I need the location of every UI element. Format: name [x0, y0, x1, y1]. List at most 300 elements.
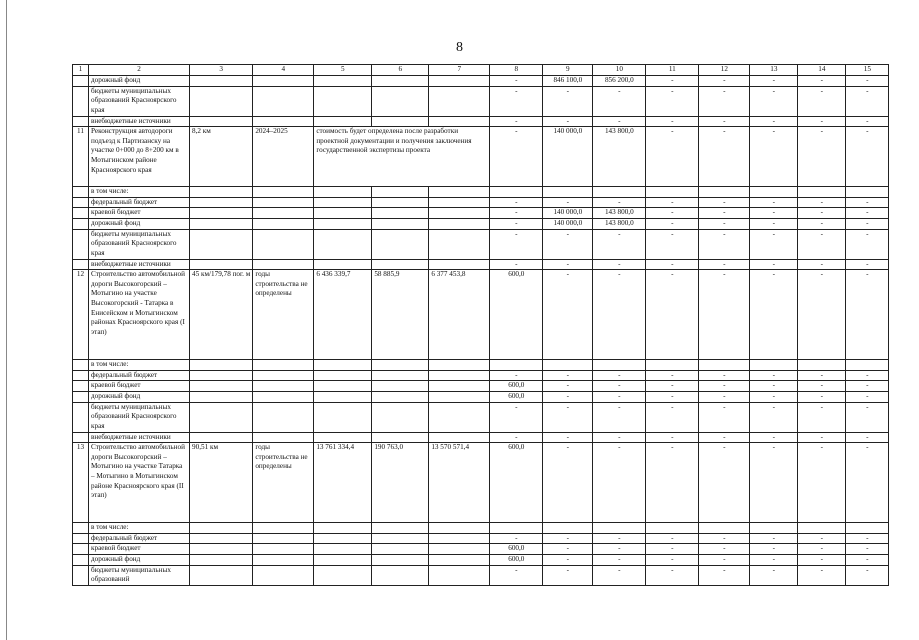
table-cell: -: [593, 116, 646, 127]
table-cell: краевой бюджет: [89, 381, 190, 392]
table-cell: [190, 391, 253, 402]
table-cell: -: [750, 381, 798, 392]
table-cell: [314, 391, 372, 402]
page-number: 8: [456, 40, 463, 55]
table-cell: -: [798, 86, 846, 116]
table-cell: [543, 360, 593, 371]
table-cell: [253, 76, 314, 87]
header-cell: 5: [314, 65, 372, 76]
table-cell: [372, 402, 429, 432]
table-cell: [314, 208, 372, 219]
table-row: [73, 127, 889, 187]
table-cell: 143 800,0: [593, 127, 646, 187]
table-row: [73, 402, 889, 432]
table-cell: -: [646, 381, 699, 392]
table-cell: [314, 259, 372, 270]
table-cell: [190, 187, 253, 198]
table-cell: -: [846, 127, 889, 187]
table-cell: дорожный фонд: [89, 391, 190, 402]
table-cell: -: [490, 76, 543, 87]
budget-table: [72, 64, 889, 586]
header-cell: 3: [190, 65, 253, 76]
table-cell: [73, 86, 89, 116]
table-cell: -: [846, 554, 889, 565]
table-cell: -: [543, 197, 593, 208]
table-cell: -: [646, 229, 699, 259]
table-cell: -: [593, 197, 646, 208]
table-cell: [593, 360, 646, 371]
table-cell: [253, 360, 314, 371]
table-cell: -: [699, 443, 750, 523]
table-cell: Реконструкция автодороги подъезд к Партизанску на участке 0+000 до 8+200 км в Мотыгинском районе Красноярского края: [89, 127, 190, 187]
table-cell: [314, 116, 372, 127]
table-cell: [846, 360, 889, 371]
table-cell: [372, 391, 429, 402]
table-cell: -: [846, 544, 889, 555]
table-cell: -: [846, 76, 889, 87]
table-cell: -: [543, 86, 593, 116]
table-cell: [73, 523, 89, 534]
table-cell: -: [750, 259, 798, 270]
table-cell: [429, 381, 490, 392]
table-cell: [73, 76, 89, 87]
table-cell: -: [798, 533, 846, 544]
table-cell: 6 436 339,7: [314, 270, 372, 360]
header-row: [73, 65, 889, 76]
table-cell: [429, 218, 490, 229]
table-cell: -: [846, 533, 889, 544]
table-cell: [750, 523, 798, 534]
table-cell: [372, 218, 429, 229]
table-cell: -: [750, 443, 798, 523]
table-cell: [73, 218, 89, 229]
table-cell: [429, 116, 490, 127]
table-cell: -: [699, 197, 750, 208]
table-cell: [699, 187, 750, 198]
table-cell: [372, 565, 429, 585]
table-cell: -: [490, 218, 543, 229]
table-cell: -: [646, 565, 699, 585]
table-cell: [190, 554, 253, 565]
table-cell: [73, 259, 89, 270]
table-cell: -: [846, 208, 889, 219]
header-cell: 14: [798, 65, 846, 76]
table-row: [73, 432, 889, 443]
table-cell: -: [646, 218, 699, 229]
table-cell: -: [750, 86, 798, 116]
table-cell: 143 800,0: [593, 208, 646, 219]
table-cell: [253, 218, 314, 229]
table-cell: 8,2 км: [190, 127, 253, 187]
table-cell: [253, 381, 314, 392]
table-row: [73, 197, 889, 208]
table-cell: [798, 523, 846, 534]
table-cell: -: [699, 432, 750, 443]
table-cell: [314, 86, 372, 116]
table-cell: -: [798, 544, 846, 555]
table-cell: [73, 381, 89, 392]
table-cell: [73, 402, 89, 432]
table-cell: 13: [73, 443, 89, 523]
table-cell: -: [593, 443, 646, 523]
table-cell: -: [699, 116, 750, 127]
table-cell: бюджеты муниципальных образований Красноярского края: [89, 229, 190, 259]
table-cell: -: [490, 402, 543, 432]
table-row: [73, 544, 889, 555]
table-row: [73, 523, 889, 534]
table-cell: 143 800,0: [593, 218, 646, 229]
table-cell: -: [646, 432, 699, 443]
table-cell: -: [846, 197, 889, 208]
table-cell: [593, 187, 646, 198]
table-cell: -: [750, 229, 798, 259]
table-cell: бюджеты муниципальных образований Красноярского края: [89, 86, 190, 116]
table-cell: [253, 565, 314, 585]
table-cell: годы строительства не определены: [253, 270, 314, 360]
table-cell: -: [543, 381, 593, 392]
table-cell: [846, 187, 889, 198]
table-row: [73, 116, 889, 127]
table-cell: [372, 197, 429, 208]
table-cell: -: [798, 270, 846, 360]
table-cell: [750, 360, 798, 371]
table-cell: [73, 360, 89, 371]
table-cell: -: [750, 554, 798, 565]
table-cell: 140 000,0: [543, 218, 593, 229]
table-cell: -: [543, 229, 593, 259]
table-cell: 600,0: [490, 270, 543, 360]
table-cell: -: [593, 554, 646, 565]
table-cell: [429, 208, 490, 219]
table-cell: [253, 391, 314, 402]
table-cell: 600,0: [490, 381, 543, 392]
table-cell: -: [543, 443, 593, 523]
table-cell: [372, 187, 429, 198]
table-cell: -: [593, 533, 646, 544]
table-cell: -: [846, 270, 889, 360]
table-cell: [73, 229, 89, 259]
header-cell: 15: [846, 65, 889, 76]
table-cell: -: [490, 229, 543, 259]
table-cell: [253, 208, 314, 219]
table-cell: [253, 402, 314, 432]
table-cell: [314, 360, 372, 371]
table-cell: [372, 381, 429, 392]
table-cell: -: [699, 370, 750, 381]
table-cell: -: [543, 554, 593, 565]
table-cell: [490, 360, 543, 371]
table-cell: -: [750, 432, 798, 443]
table-cell: [543, 523, 593, 534]
table-row: [73, 391, 889, 402]
table-cell: [429, 533, 490, 544]
header-cell: 11: [646, 65, 699, 76]
table-cell: [429, 402, 490, 432]
table-cell: -: [699, 381, 750, 392]
table-cell: [372, 360, 429, 371]
table-cell: -: [543, 370, 593, 381]
table-cell: -: [699, 533, 750, 544]
table-cell: дорожный фонд: [89, 76, 190, 87]
table-cell: [372, 554, 429, 565]
table-row: [73, 554, 889, 565]
table-row: [73, 443, 889, 523]
table-cell: -: [646, 402, 699, 432]
table-cell: -: [646, 554, 699, 565]
table-cell: 190 763,0: [372, 443, 429, 523]
table-cell: -: [699, 554, 750, 565]
table-cell: -: [699, 76, 750, 87]
table-cell: -: [646, 76, 699, 87]
table-cell: -: [750, 391, 798, 402]
table-cell: -: [798, 127, 846, 187]
table-cell: -: [846, 370, 889, 381]
table-cell: [190, 381, 253, 392]
table-cell: -: [798, 443, 846, 523]
table-cell: [190, 544, 253, 555]
header-cell: 9: [543, 65, 593, 76]
table-cell: [646, 187, 699, 198]
table-cell: [190, 360, 253, 371]
table-row: [73, 270, 889, 360]
table-cell: -: [846, 86, 889, 116]
table-cell: -: [750, 270, 798, 360]
table-cell: [253, 533, 314, 544]
header-cell: 1: [73, 65, 89, 76]
table-cell: [73, 544, 89, 555]
table-cell: -: [798, 229, 846, 259]
table-cell: [699, 523, 750, 534]
table-cell: внебюджетные источники: [89, 259, 190, 270]
table-cell: -: [750, 116, 798, 127]
table-cell: [429, 229, 490, 259]
table-cell: -: [750, 76, 798, 87]
table-cell: [190, 76, 253, 87]
table-row: [73, 533, 889, 544]
table-cell: -: [798, 116, 846, 127]
table-cell: -: [593, 544, 646, 555]
table-row: [73, 218, 889, 229]
table-cell: [429, 259, 490, 270]
table-cell: -: [593, 565, 646, 585]
header-cell: 8: [490, 65, 543, 76]
table-cell: -: [798, 76, 846, 87]
table-cell: -: [543, 402, 593, 432]
table-cell: [190, 218, 253, 229]
table-cell: -: [699, 208, 750, 219]
header-cell: 2: [89, 65, 190, 76]
table-cell: [798, 360, 846, 371]
table-cell: -: [646, 197, 699, 208]
table-cell: [253, 197, 314, 208]
table-cell: -: [593, 432, 646, 443]
table-cell: -: [750, 197, 798, 208]
table-cell: 2024–2025: [253, 127, 314, 187]
table-cell: -: [490, 116, 543, 127]
table-cell: [190, 432, 253, 443]
table-cell: [372, 259, 429, 270]
table-cell: -: [699, 402, 750, 432]
table-cell: -: [798, 381, 846, 392]
table-cell: [846, 523, 889, 534]
table-cell: [314, 432, 372, 443]
table-cell: бюджеты муниципальных образований: [89, 565, 190, 585]
table-cell: -: [750, 565, 798, 585]
table-cell: -: [798, 259, 846, 270]
table-cell: [699, 360, 750, 371]
table-cell: [429, 187, 490, 198]
table-row: [73, 86, 889, 116]
table-cell: [429, 76, 490, 87]
table-cell: [253, 554, 314, 565]
table-row: [73, 360, 889, 371]
table-cell: -: [750, 127, 798, 187]
table-cell: [253, 259, 314, 270]
table-cell: -: [593, 86, 646, 116]
table-cell: [314, 533, 372, 544]
table-cell: [429, 523, 490, 534]
table-row: [73, 187, 889, 198]
table-cell: -: [699, 259, 750, 270]
header-cell: 12: [699, 65, 750, 76]
table-cell: [253, 370, 314, 381]
table-cell: -: [846, 116, 889, 127]
header-cell: 10: [593, 65, 646, 76]
table-cell: -: [490, 127, 543, 187]
table-cell: [73, 533, 89, 544]
table-cell: [372, 370, 429, 381]
table-cell: -: [646, 270, 699, 360]
table-cell: -: [798, 218, 846, 229]
table-cell: [372, 116, 429, 127]
table-cell: [593, 523, 646, 534]
table-cell: 140 000,0: [543, 127, 593, 187]
table-cell: -: [593, 391, 646, 402]
table-row: [73, 370, 889, 381]
table-cell: -: [699, 565, 750, 585]
table-cell: -: [490, 208, 543, 219]
table-cell: -: [490, 86, 543, 116]
table-cell: 11: [73, 127, 89, 187]
table-cell: [490, 187, 543, 198]
table-cell: федеральный бюджет: [89, 370, 190, 381]
table-cell: [73, 187, 89, 198]
table-cell: 140 000,0: [543, 208, 593, 219]
table-cell: -: [646, 391, 699, 402]
table-cell: -: [646, 533, 699, 544]
table-cell: -: [750, 370, 798, 381]
table-cell: -: [798, 402, 846, 432]
table-cell: [429, 432, 490, 443]
table-cell: [73, 370, 89, 381]
table-cell: -: [646, 86, 699, 116]
table-cell: -: [646, 259, 699, 270]
table-cell: -: [846, 218, 889, 229]
table-cell: [372, 523, 429, 534]
table-cell: -: [846, 259, 889, 270]
table-cell: [314, 554, 372, 565]
table-cell: -: [646, 208, 699, 219]
table-cell: [73, 208, 89, 219]
table-cell: [429, 554, 490, 565]
table-row: [73, 259, 889, 270]
table-cell: [429, 360, 490, 371]
table-cell: [73, 432, 89, 443]
table-cell: в том числе:: [89, 187, 190, 198]
table-cell: -: [846, 229, 889, 259]
header-cell: 6: [372, 65, 429, 76]
table-cell: 12: [73, 270, 89, 360]
table-cell: -: [798, 554, 846, 565]
table-cell: -: [699, 270, 750, 360]
table-cell: -: [846, 443, 889, 523]
table-cell: -: [750, 208, 798, 219]
table-cell: [314, 523, 372, 534]
scan-edge-line: [6, 0, 7, 640]
table-cell: -: [543, 270, 593, 360]
table-cell: [314, 187, 372, 198]
table-cell: в том числе:: [89, 360, 190, 371]
table-cell: [253, 187, 314, 198]
table-cell: [798, 187, 846, 198]
table-cell: [190, 259, 253, 270]
table-cell: -: [846, 402, 889, 432]
table-cell: [490, 523, 543, 534]
table-cell: [372, 432, 429, 443]
table-cell: краевой бюджет: [89, 544, 190, 555]
table-cell: -: [593, 229, 646, 259]
table-cell: 600,0: [490, 554, 543, 565]
table-cell: 600,0: [490, 443, 543, 523]
table-row: [73, 208, 889, 219]
table-cell: -: [699, 391, 750, 402]
table-cell: -: [490, 259, 543, 270]
table-cell: -: [490, 432, 543, 443]
table-cell: [314, 197, 372, 208]
table-cell: -: [750, 544, 798, 555]
table-cell: -: [543, 544, 593, 555]
table-cell: -: [750, 402, 798, 432]
table-cell: [190, 370, 253, 381]
table-cell: 846 100,0: [543, 76, 593, 87]
table-cell: -: [543, 432, 593, 443]
header-cell: 4: [253, 65, 314, 76]
table-cell: Строительство автомобильной дороги Высокогорский – Мотыгино на участке Высокогорский - Татарка в Енисейском и Мотыгинском районах Красноярского края (I этап): [89, 270, 190, 360]
table-cell: -: [490, 565, 543, 585]
table-cell: [253, 229, 314, 259]
table-cell: [646, 360, 699, 371]
table-cell: в том числе:: [89, 523, 190, 534]
table-cell: 600,0: [490, 544, 543, 555]
table-cell: [190, 402, 253, 432]
table-cell: -: [593, 270, 646, 360]
table-cell: дорожный фонд: [89, 554, 190, 565]
table-cell: [253, 86, 314, 116]
table-cell: -: [543, 533, 593, 544]
table-cell: -: [593, 402, 646, 432]
table-cell: [372, 76, 429, 87]
table-cell: федеральный бюджет: [89, 533, 190, 544]
table-cell: -: [846, 565, 889, 585]
table-cell: [190, 86, 253, 116]
table-cell: -: [543, 116, 593, 127]
table-cell: федеральный бюджет: [89, 197, 190, 208]
table-cell: -: [646, 370, 699, 381]
header-cell: 7: [429, 65, 490, 76]
table-cell: [190, 565, 253, 585]
table-row: [73, 565, 889, 585]
table-cell: -: [846, 381, 889, 392]
